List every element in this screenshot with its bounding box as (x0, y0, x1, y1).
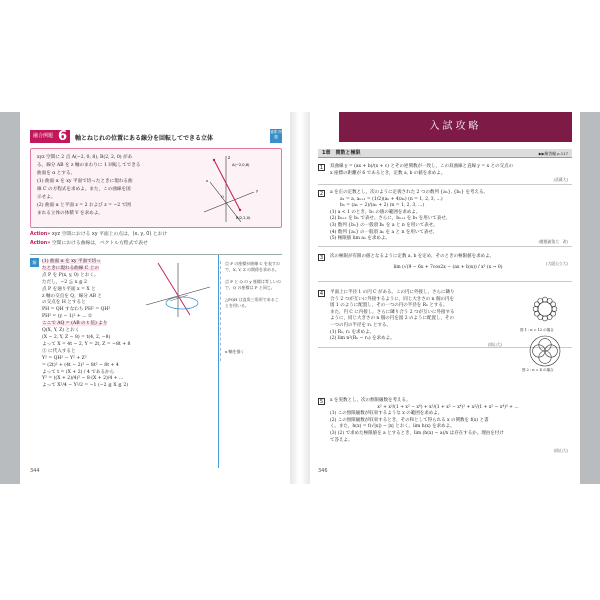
badge-label: 融合例題 (33, 133, 54, 139)
solution-line: z 軸の交点を Q，線分 AB と (42, 293, 103, 299)
solution-box (30, 254, 282, 467)
question-line: て答えよ。 (330, 437, 353, 443)
problem-line: 示せよ。 (37, 195, 56, 200)
fig-label: z (228, 155, 231, 160)
solution-line: よって t = (X + 2) / 4 であるから (42, 369, 115, 375)
question-line: 図 1 のように配置し，その一つの円の半径を Rₙ とする。 (330, 303, 448, 309)
problem-line: (2) 曲面 α と平面 z = 2 および z = −2 で囲 (37, 203, 131, 208)
importance-tag: 重要 例題 (270, 129, 282, 143)
problem-line: 曲面を α とする。 (37, 171, 76, 176)
example-badge (30, 130, 70, 143)
outer-circle (543, 316, 548, 321)
problem-line: まれる立体の体積 V を求めよ。 (37, 211, 103, 216)
question-line: く。また，h(x) = f(√|x|) − |x| とおく。lim h(x) を求めよ。 (330, 424, 455, 430)
action-hint (30, 240, 148, 247)
solution-figure (142, 261, 214, 319)
action-key: Action» (30, 241, 51, 246)
solution-label: 解 (30, 258, 39, 267)
outer-circle (552, 307, 557, 312)
solution-line: PH² = (y − 1)² + ... ① (42, 314, 93, 320)
solution-line: (1) 曲面 α を xy 平面で切っ (42, 259, 101, 264)
question-4 (318, 288, 572, 372)
solution-line: の交点を H とすると (42, 300, 86, 306)
problem-box (30, 148, 282, 228)
solution-line: Y² = QH² − Y² + Z² (42, 355, 87, 361)
question-source: (慶應義塾大 改) (538, 239, 568, 244)
chapter-bar (318, 149, 572, 158)
book-gutter (290, 112, 310, 484)
question-line: a₁ = a, aₙ₊₁ = (1/2)(aₙ + 4/aₙ) (n = 1, 2, 3, ...) (340, 196, 443, 202)
right-page (310, 112, 580, 484)
outer-circle (533, 307, 538, 312)
solution-line: たときに現れる曲線 C 上の (42, 265, 99, 271)
question-line: (4) 数列 {aₙ} の一般項 aₙ を a と n を用いて表せ。 (330, 229, 438, 235)
circle-figure-1 (524, 288, 566, 330)
question-line: (1) a < 1 のとき，b₁ の値の範囲を求めよ。 (330, 209, 421, 215)
solution-line: よって X = 4t − 2, Y = 2t, Z = −8t + 8 (42, 341, 131, 347)
figure-caption: 図 2 : n = 4 の場合 (522, 368, 554, 372)
question-line: (5) 極限値 lim aₙ を求めよ。 (330, 236, 390, 242)
example-title: 軸とねじれの位置にある線分を回転してできる立体 (75, 135, 214, 142)
question-number: 3 (319, 255, 324, 261)
question-line: 次の極限が有限の値となるように定数 a, b を定め，そのときの極限値を求めよ。 (330, 254, 495, 259)
solution-line: 点 P を P(x, y, 0) とおく。 (42, 272, 99, 278)
problem-line: る。線分 AB を z 軸のまわりに 1 回転してできる (37, 163, 141, 168)
problem-text (37, 154, 187, 218)
left-page (20, 112, 290, 484)
example-header (30, 128, 282, 146)
action-text: xyz 空間における xy 平面上の点は，(x, y, 0) とおけ (51, 232, 168, 237)
outer-circle (551, 302, 556, 307)
question-number: 1 (319, 165, 324, 171)
question-line: a を正の定数とし，次のように定義された 2 つの数列 {aₙ}, {bₙ} を考える。 (330, 190, 488, 195)
solution-line: ただし，−2 ≦ x ≦ 2 (42, 279, 87, 285)
question-line: 一つの円の半径を rₙ とする。 (330, 322, 391, 328)
question-line: 平面上に半径 1 の円 C がある。この円に外接し，さらに隣り (330, 290, 455, 295)
fig-label: O (221, 195, 224, 199)
fig-label: B(2,2,0) (236, 216, 251, 220)
problem-figure (196, 152, 278, 224)
outer-circle (547, 315, 552, 320)
sidebar-note: 点 P の座標が曲線 C を表すので，X, Y, Z の関係を求める。 (225, 261, 280, 272)
outer-circle (538, 298, 543, 303)
problem-line: xyz 空間に 2 点 A(−2, 0, 8), B(2, 2, 0) があ (37, 155, 133, 160)
y-axis (204, 192, 254, 212)
question-source: (岡山大) (487, 342, 502, 347)
fig-label: y (256, 189, 259, 193)
question-body (330, 190, 566, 243)
fig-label: A(−2,0,8) (232, 163, 250, 167)
page-number: 346 (318, 468, 328, 474)
point-a (213, 159, 215, 161)
question-line: また，円 C に内接し，さらに隣り合う 2 つが互いに外接する (330, 309, 455, 315)
question-source: (武蔵大) (553, 177, 568, 182)
answer-reference: ▶▶解答編 p.117 (538, 151, 568, 156)
badge-number: 6 (58, 129, 68, 144)
solution-line: (X − 2, Y, Z − 8) = t(4, 2, −8) (42, 334, 111, 340)
question-line: x 座標の距離が 6 であるとき，定数 a, b の値を求めよ。 (330, 170, 446, 176)
solution-line: よって X²/4 − Y²/2 = −1 (−2 ≦ X ≦ 2) (42, 383, 129, 389)
question-5 (318, 396, 572, 456)
question-1 (318, 162, 572, 185)
question-source: (岡山大) (553, 448, 568, 453)
question-line: 合う 2 つが互いに外接するように，同じ大きさの n 個の円を (330, 296, 454, 302)
scan-edge-left (0, 112, 20, 484)
problem-line: 線 C の方程式を求めよ。また，この曲線を図 (37, 187, 131, 192)
question-line: (1) Rₙ, rₙ を求めよ。 (330, 329, 375, 335)
question-line: (2) lim n²(Rₙ − rₙ) を求めよ。 (330, 336, 395, 342)
chapter-title: 1章 関数と極限 (322, 150, 361, 156)
outer-circle (543, 297, 548, 302)
action-text: 空間における曲線は，ベクトル方程式で表せ (51, 241, 148, 246)
question-body (330, 290, 505, 343)
fig-label: x (206, 179, 209, 183)
question-2 (318, 188, 572, 247)
question-number: 2 (319, 191, 324, 197)
question-number: 4 (319, 291, 324, 297)
solution-line: 点 P を通り平面 x = X と (42, 286, 96, 292)
question-line: 双曲線 y = (ax + b)/(x + c) とその逆関数が一致し，この双曲線と直線 y = x との交点の (330, 164, 514, 169)
question-line: lim (√(9 − 6x + 7cos2x − (ax + b)x)) / x² (x → 0) (393, 264, 503, 270)
question-line: (3) 数列 {bₙ} の一般項 bₙ を a と n を用いて表せ。 (330, 222, 438, 228)
solution-line: ここで AQ = (AB の t 倍) より (42, 321, 108, 327)
question-body (330, 254, 566, 271)
question-source: (大阪公立大) (546, 261, 568, 266)
question-line: x² + x²/(1 + x² − x⁴) + x²/(1 + x² − x⁴)² + x²/(1 + x² − x⁴)³ + ... (377, 404, 519, 410)
question-number: 5 (319, 399, 324, 405)
question-line: (1) この無限級数が収束するような x の範囲を求めよ。 (330, 411, 443, 417)
outer-circle (534, 311, 539, 316)
question-line: ように，同じ大きさの n 個の円を図 2 のように配置し，その (330, 316, 454, 322)
sidebar-note: x 軸を描く (225, 349, 245, 354)
solution-line: PH = QH すなわち PH² = QH² (42, 307, 111, 313)
question-line: bₙ = (aₙ − 2)/(aₙ + 2) (n = 1, 2, 3, ...) (340, 203, 425, 209)
action-hint (30, 231, 167, 238)
solution-line: ① に代入すると (42, 348, 76, 354)
sidebar-note: 点 P と Q の y 座標は等しいので，Q の座標は P と同じ。 (225, 279, 281, 290)
section-banner: 入試攻略 (339, 112, 572, 142)
scan-edge-right (580, 112, 600, 484)
question-3 (318, 252, 572, 282)
figure-caption: 図 1 : n = 12 の場合 (520, 328, 554, 332)
page-number: 344 (30, 468, 40, 474)
question-line: (3) (2) で求めた極限値を a とするとき，lim (h(x) − a)/x は存在するか。理由を付け (330, 430, 504, 436)
sidebar-note: △PQH は直角三角形であることを用いる。 (225, 297, 279, 308)
question-line: x を実数とし，次の無限級数を考える。 (330, 398, 411, 403)
sidebar-rule (218, 255, 219, 468)
question-body (330, 398, 566, 444)
problem-line: (1) 曲面 α を xy 平面で切ったときに現れる曲 (37, 179, 133, 184)
question-body (330, 164, 566, 177)
sidebar-notes (220, 261, 282, 361)
question-line: (2) bₙ₊₁ を bₙ で表せ。さらに，bₙ₊₁ を b₁ を用いて表せ。 (330, 216, 451, 222)
circle-figure-2 (528, 334, 562, 368)
solution-line: Y² = ((X + 2)/4)² − 8·(X + 2)/4 + ... (42, 376, 124, 382)
action-key: Action» (30, 232, 51, 237)
question-line: (2) この無限級数が収束するとき，その和として得られる x の関数を f(x) と書 (330, 417, 489, 423)
solution-line: Q(X, Y, Z) とおく (42, 328, 80, 334)
point-b (239, 209, 241, 211)
solution-line: = (2t)² + (4t − 2)² − 8t² − 8t + 4 (42, 362, 119, 368)
